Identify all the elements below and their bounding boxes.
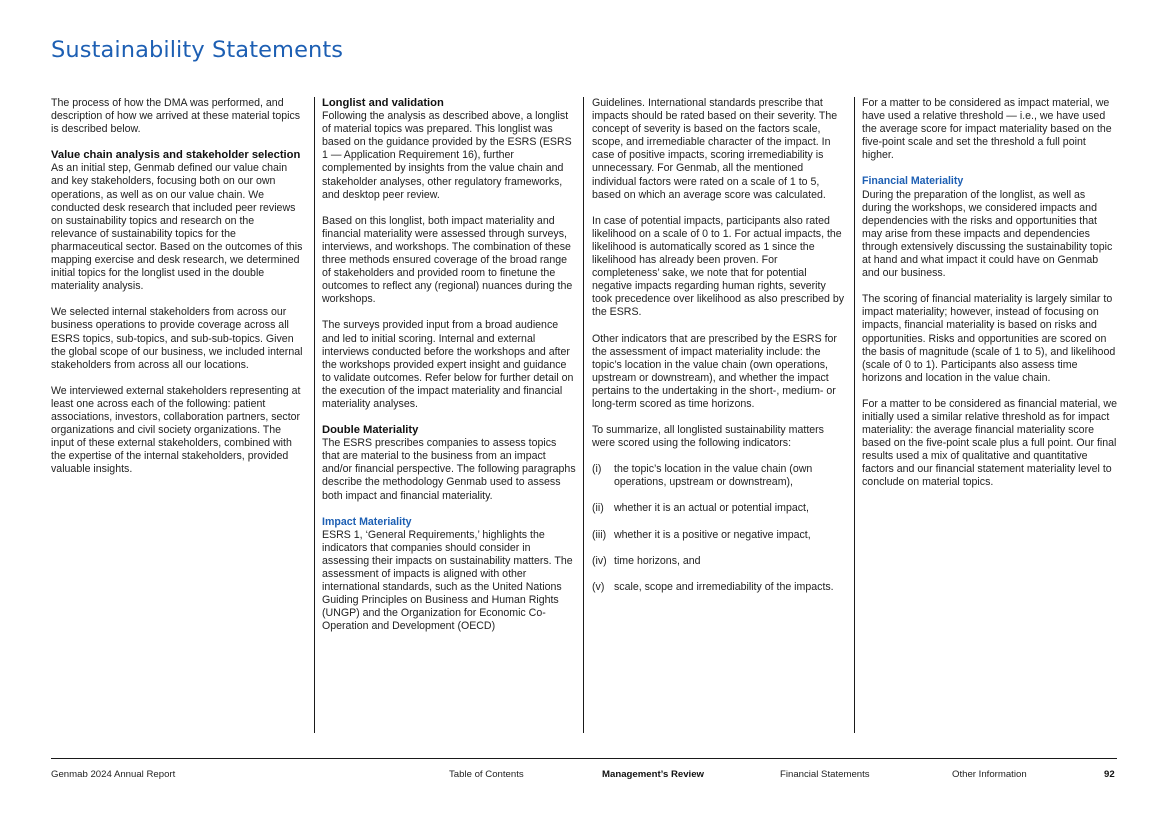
list-item: [592, 463, 846, 489]
list-number: (i): [592, 463, 602, 476]
list-text: the topic’s location in the value chain (own operations, upstream or downstream),: [614, 463, 813, 489]
paragraph: Based on this longlist, both impact materiality and financial materiality were assessed through surveys, interviews, and workshops. The combination of these three methods ensured coverage of the broad range of stakeholders and provided room to finetune the outcomes to reflect any (regional) nuances during the workshops.: [322, 214, 573, 306]
subsection-heading: Impact Materiality: [322, 515, 412, 528]
footer-divider: [51, 758, 1117, 759]
text-column-4: [862, 97, 1117, 490]
column-divider: [583, 97, 584, 733]
paragraph: Other indicators that are prescribed by the ESRS for the assessment of impact materiality include: the topic’s location in the value chain (own operations, upstream or downstream), and whether the impact pertains to the undertaking in the short-, medium- or long-term scored as time horizons.: [592, 332, 837, 410]
list-item: [592, 529, 846, 542]
paragraph: The surveys provided input from a broad audience and led to initial scoring. Internal and external interviews conducted before the workshops and after the workshops provided expert insight and guidance to validate outcomes. Refer below for further detail on the execution of the impact materiality and financial materiality analyses.: [322, 319, 574, 410]
section-heading: Double Materiality: [322, 424, 419, 437]
page-number: 92: [1104, 769, 1115, 780]
column-divider: [854, 97, 855, 733]
paragraph: Following the analysis as described above, a longlist of material topics was prepared. This longlist was based on the guidance provided by the ESRS (ESRS 1 — Application Requirement 16), further complemented by insights from the value chain and stakeholder analyses, other regulatory frameworks, and desktop peer review.: [322, 110, 572, 201]
footer-link-other-information[interactable]: Other Information: [952, 769, 1027, 780]
section-heading: Value chain analysis and stakeholder selection: [51, 149, 301, 162]
list-item: [592, 555, 846, 568]
paragraph: During the preparation of the longlist, as well as during the workshops, we considered impacts and dependencies with the risks and opportunities that may arise from these impacts and dependencies through extensively discussing the sustainability topic at hand and what impact it could have on Genmab and our business.: [862, 188, 1113, 280]
paragraph: For a matter to be considered as financial material, we initially used a similar relative threshold as for impact materiality: the average financial materiality score based on the five-point scale plus a full point. Our final results used a mix of qualitative and quantitative factors and our financial statement materiality level to conclude on material topics.: [862, 397, 1117, 489]
footer-report-name: Genmab 2024 Annual Report: [51, 769, 176, 780]
list-number: (ii): [592, 502, 604, 515]
subsection-heading: Financial Materiality: [862, 175, 964, 188]
text-column-1: [51, 97, 303, 476]
paragraph: As an initial step, Genmab defined our value chain and key stakeholders, focusing both on our own operations, as well as on our value chain. We conducted desk research that included peer reviews on sustainability topics and research on the relevance of sustainability topics for the pharmaceutical sector. Based on the outcomes of this mapping exercise and desk research, we determined initial topics for the longlist used in the double materiality analysis.: [51, 162, 303, 293]
paragraph: The scoring of financial materiality is largely similar to impact materiality; however, instead of focusing on impacts, financial materiality is based on risks and opportunities. Risks and opportunities are scored on the basis of magnitude (scale of 1 to 5), and likelihood (scale of 0 to 1). Participants also assess time horizons and location in the value chain.: [862, 293, 1116, 384]
paragraph: To summarize, all longlisted sustainability matters were scored using the following indicators:: [592, 424, 824, 450]
text-column-3: [592, 97, 846, 594]
section-heading: Longlist and validation: [322, 97, 444, 109]
paragraph: In case of potential impacts, participants also rated likelihood on a scale of 0 to 1. For actual impacts, the likelihood is automatically scored as 1 since the likelihood has already been proven. For completeness’ sake, we note that for potential negative impacts regarding human rights, severity took precedence over likelihood as also prescribed by the ESRS.: [592, 214, 845, 319]
list-number: (v): [592, 580, 605, 593]
footer-link-table-of-contents[interactable]: Table of Contents: [449, 769, 524, 780]
paragraph: Guidelines. International standards prescribe that impacts should be rated based on their severity. The concept of severity is based on the factors scale, scope, and irremediable character of the impact. In case of positive impacts, scoring irremediability is unnecessary. For Genmab, all the mentioned individual factors were rated on a scale of 1 to 5, based on which an average score was calculated.: [592, 97, 838, 201]
footer-link-managements-review[interactable]: Management’s Review: [602, 769, 705, 780]
list-text: scale, scope and irremediability of the impacts.: [614, 580, 834, 593]
list-item: [592, 502, 846, 515]
paragraph: ESRS 1, ‘General Requirements,’ highlights the indicators that companies should consider in assessing their impacts on sustainability matters. The assessment of impacts is aligned with other international standards, such as the United Nations Guiding Principles on Business and Human Rights (UNGP) and the Organization for Economic Co-Operation and Development (OECD): [322, 528, 573, 633]
list-text: time horizons, and: [614, 554, 701, 567]
column-divider: [314, 97, 315, 733]
list-item: [592, 581, 846, 594]
footer-link-financial-statements[interactable]: Financial Statements: [780, 769, 870, 780]
paragraph: The process of how the DMA was performed, and description of how we arrived at these material topics is described below.: [51, 97, 301, 136]
paragraph: We selected internal stakeholders from across our business operations to provide coverage across all ESRS topics, sub-topics, and sub-sub-topics. Given the global scope of our business, we included internal stakeholders from across all our locations.: [51, 306, 303, 371]
paragraph: The ESRS prescribes companies to assess topics that are material to the business from an impact and/or financial perspective. The following paragraphs describe the methodology Genmab used to assess both impact and financial materiality.: [322, 437, 576, 502]
paragraph: We interviewed external stakeholders representing at least one across each of the following: patient associations, investors, collaboration partners, sector organizations and civil society organizations. The input of these external stakeholders, combined with the expertise of the internal stakeholders, provided valuable insights.: [51, 384, 301, 476]
list-number: (iii): [592, 528, 607, 541]
list-number: (iv): [592, 554, 607, 567]
list-text: whether it is a positive or negative impact,: [614, 528, 811, 541]
page-title: Sustainability Statements: [51, 37, 344, 63]
paragraph: For a matter to be considered as impact material, we have used a relative threshold — i.e., we have used the average score for impact materiality based on the five-point scale and set the threshold a full point higher.: [862, 97, 1112, 162]
text-column-2: [322, 97, 576, 633]
list-text: whether it is an actual or potential impact,: [614, 502, 809, 515]
